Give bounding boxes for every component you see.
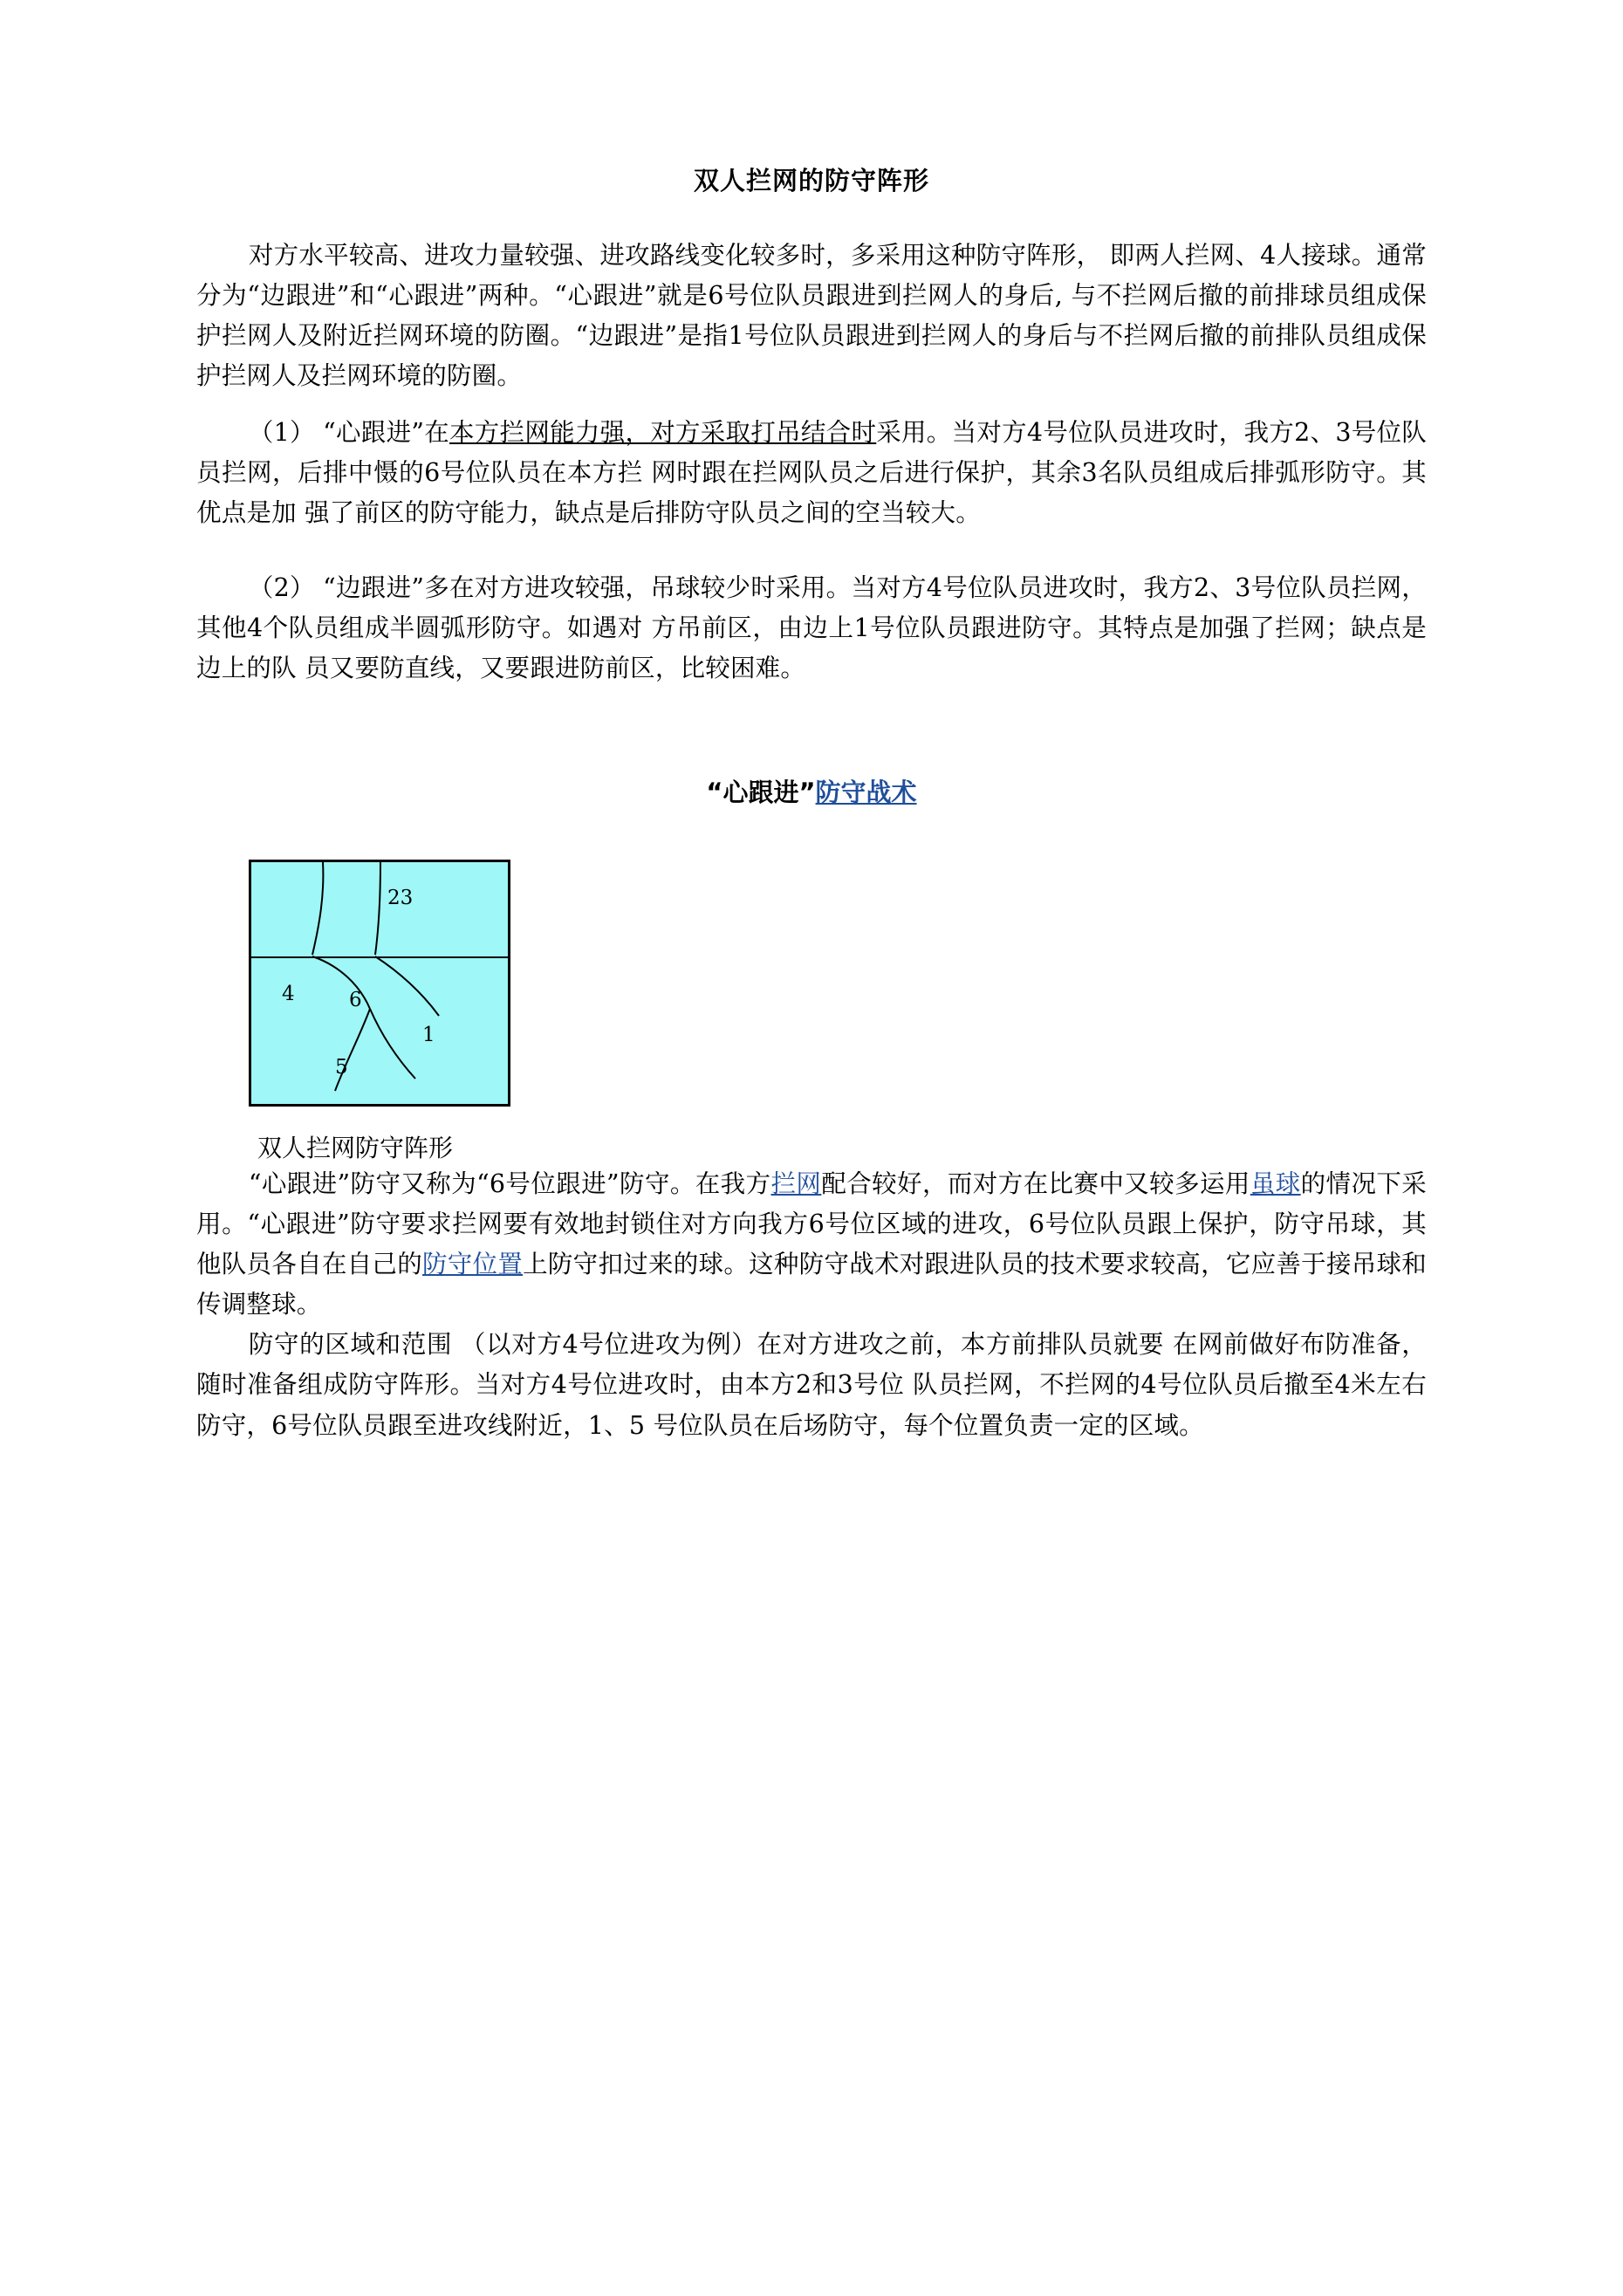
page-title: 双人拦网的防守阵形 — [693, 166, 929, 195]
spacer — [196, 397, 1427, 413]
item2-text: （2） “边跟进”多在对方进攻较强，吊球较少时采用。当对方4号位队员进攻时，我方2、3号位队员拦网，其他4个队员组成半圆弧形防守。如遇对 方吊前区，由边上1号位队员跟进防守。其特点是加强了拦网；缺点是边上的队 员又要防直线，又要跟进防前区，比较困难。 — [196, 573, 1427, 683]
paragraph-after-figure-2 — [196, 1325, 1427, 1445]
paragraph-intro-text: 对方水平较高、进攻力量较强、进攻路线变化较多时，多采用这种防守阵形， 即两人拦网、4人接球。通常分为“边跟进”和“心跟进”两种。“心跟进”就是6号位队员跟进到拦网人的身后, 与不拦网后撤的前排球员组成保护拦网人及附近拦网环境的防圈。“边跟进”是指1号位队员跟进到拦网人的身后与不拦网后撤的前排队员组成保护拦网人及拦网环境的防圈。 — [196, 241, 1427, 391]
after-fig-p2-text: 防守的区域和范围 （以对方4号位进攻为例）在对方进攻之前，本方前排队员就要 在网前做好布防准备，随时准备组成防守阵形。当对方4号位进攻时，由本方2和3号位 队员拦网，不拦网的4号位队员后撤至4米左右防守，6号位队员跟至进攻线附近，1、5 号位队员在后场防守，每个位置负责一定的区域。 — [196, 1330, 1427, 1440]
link-lanwang[interactable]: 拦网 — [770, 1169, 822, 1198]
section-title-link[interactable]: 防守战术 — [815, 777, 917, 807]
paragraph-after-figure-1 — [196, 1164, 1427, 1326]
item1-underlined-text: 本方拦网能力强，对方采取打吊结合时 — [449, 417, 877, 447]
section-title — [196, 773, 1427, 809]
court-label-1: 1 — [422, 1023, 435, 1046]
paragraph-item-2 — [196, 568, 1427, 689]
paragraph-item-1 — [196, 413, 1427, 533]
court-label-6: 6 — [349, 988, 362, 1011]
link-suiqiu[interactable]: 虽球 — [1250, 1169, 1301, 1198]
link-fangshou-weizhi[interactable]: 防守位置 — [422, 1249, 524, 1278]
section-title-prefix: “心跟进” — [706, 777, 816, 807]
court-label-23: 23 — [387, 886, 414, 909]
court-label-5: 5 — [335, 1055, 348, 1079]
item1-lead-text: （1） “心跟进”在 — [248, 417, 449, 447]
figure-caption: 双人拦网防守阵形 — [257, 1133, 454, 1162]
after-fig-p1-part1: “心跟进”防守又称为“6号位跟进”防守。在我方 — [248, 1169, 771, 1198]
figure-court-diagram — [249, 860, 1427, 1164]
spacer — [196, 689, 1427, 773]
after-fig-p1-part2: 配合较好，而对方在比赛中又较多运用 — [821, 1169, 1250, 1198]
court-label-4: 4 — [282, 982, 295, 1005]
after-fig-p1-part4: 上防守扣过来的球。这种防守战术对跟进队员的技术要求较高，它应善于接吊球和传调整球。 — [196, 1249, 1427, 1319]
paragraph-intro — [196, 236, 1427, 397]
after-fig-p1-part3: 的情况下采用。“心跟进”防守要求拦网要有效地封锁住对方向我方6号位区域的进攻，6号位队员跟上保护，防守吊球，其他队员各自在自己的 — [196, 1169, 1427, 1278]
item1-rest-text: 采用。当对方4号位队员进攻时，我方2、3号位队员拦网，后排中慑的6号位队员在本方拦 网时跟在拦网队员之后进行保护，其余3名队员组成后排弧形防守。其优点是加 强了前区的防守能力，缺点是后排防守队员之间的空当较大。 — [196, 417, 1428, 527]
volleyball-court-diagram — [249, 860, 510, 1107]
spacer — [196, 533, 1427, 568]
